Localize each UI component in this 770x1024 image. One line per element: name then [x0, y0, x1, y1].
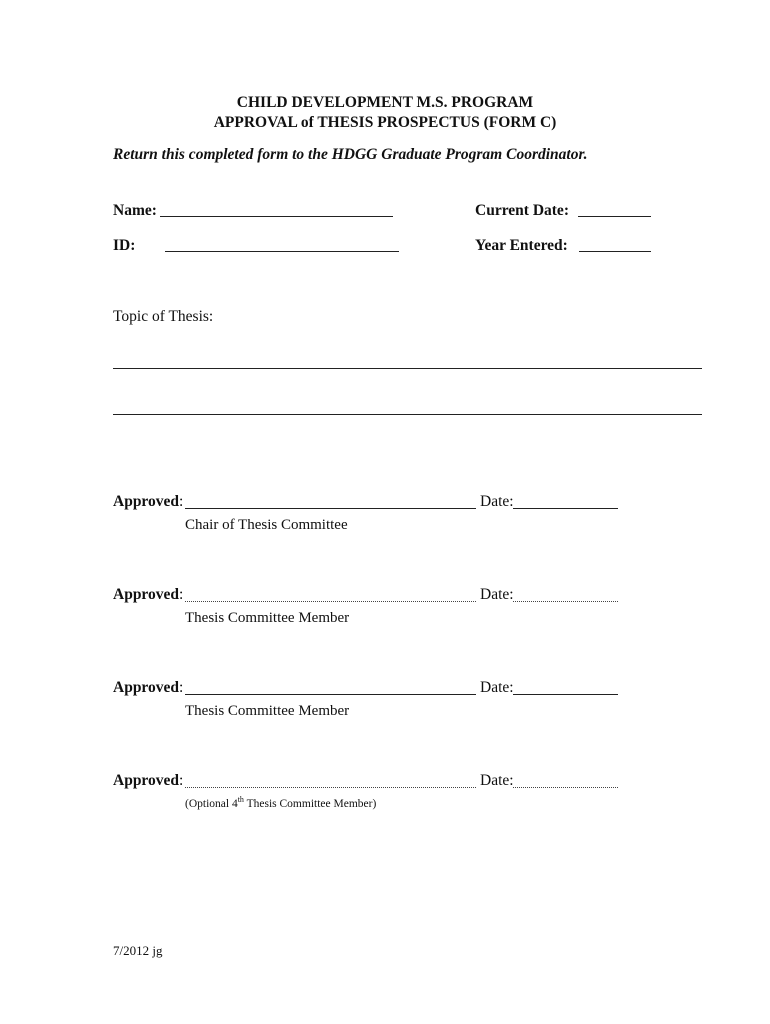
member-date-line[interactable] [513, 694, 618, 695]
topic-label: Topic of Thesis: [113, 308, 214, 325]
topic-line-1[interactable] [113, 368, 702, 369]
approved-label: Approved [113, 772, 180, 789]
chair-date-line[interactable] [513, 508, 618, 509]
approval-row-3 [113, 679, 183, 697]
year-entered-field[interactable] [579, 251, 651, 252]
optional-member-date-line[interactable] [513, 787, 618, 788]
topic-line-2[interactable] [113, 414, 702, 415]
date-label: Date: [480, 772, 514, 789]
form-title-line-2: APPROVAL of THESIS PROSPECTUS (FORM C) [213, 114, 557, 131]
role-optional-member [185, 795, 377, 810]
date-label: Date: [480, 679, 514, 696]
approved-label: Approved [113, 679, 180, 696]
footer-revision: 7/2012 jg [113, 943, 163, 958]
approval-row-4 [113, 772, 183, 790]
name-field[interactable] [160, 216, 393, 217]
chair-signature-line[interactable] [185, 508, 476, 509]
ordinal-suffix: th [237, 795, 244, 805]
role-member: Thesis Committee Member [185, 610, 350, 626]
approved-label: Approved [113, 493, 180, 510]
approved-colon: : [179, 493, 184, 510]
member-signature-line[interactable] [185, 694, 476, 695]
date-label: Date: [480, 586, 514, 603]
date-label: Date: [480, 493, 514, 510]
role-optional-suffix: Thesis Committee Member) [243, 798, 377, 810]
approved-colon: : [179, 772, 184, 789]
current-date-label: Current Date: [475, 202, 569, 219]
approval-row-2 [113, 586, 183, 604]
id-label: ID: [113, 237, 136, 254]
approved-label: Approved [113, 586, 180, 603]
instructions-text: Return this completed form to the HDGG Graduate Program Coordinator. [113, 146, 588, 163]
form-title-line-1: CHILD DEVELOPMENT M.S. PROGRAM [236, 94, 534, 111]
approved-colon: : [179, 679, 184, 696]
member-signature-line[interactable] [185, 601, 476, 602]
member-date-line[interactable] [513, 601, 618, 602]
role-chair: Chair of Thesis Committee [185, 517, 348, 533]
current-date-field[interactable] [578, 216, 651, 217]
approval-row-1 [113, 493, 183, 511]
id-field[interactable] [165, 251, 399, 252]
role-optional-prefix: (Optional 4 [185, 798, 238, 810]
approved-colon: : [179, 586, 184, 603]
year-entered-label: Year Entered: [475, 237, 568, 254]
name-label: Name: [113, 202, 157, 219]
optional-member-signature-line[interactable] [185, 787, 476, 788]
role-member: Thesis Committee Member [185, 703, 350, 719]
